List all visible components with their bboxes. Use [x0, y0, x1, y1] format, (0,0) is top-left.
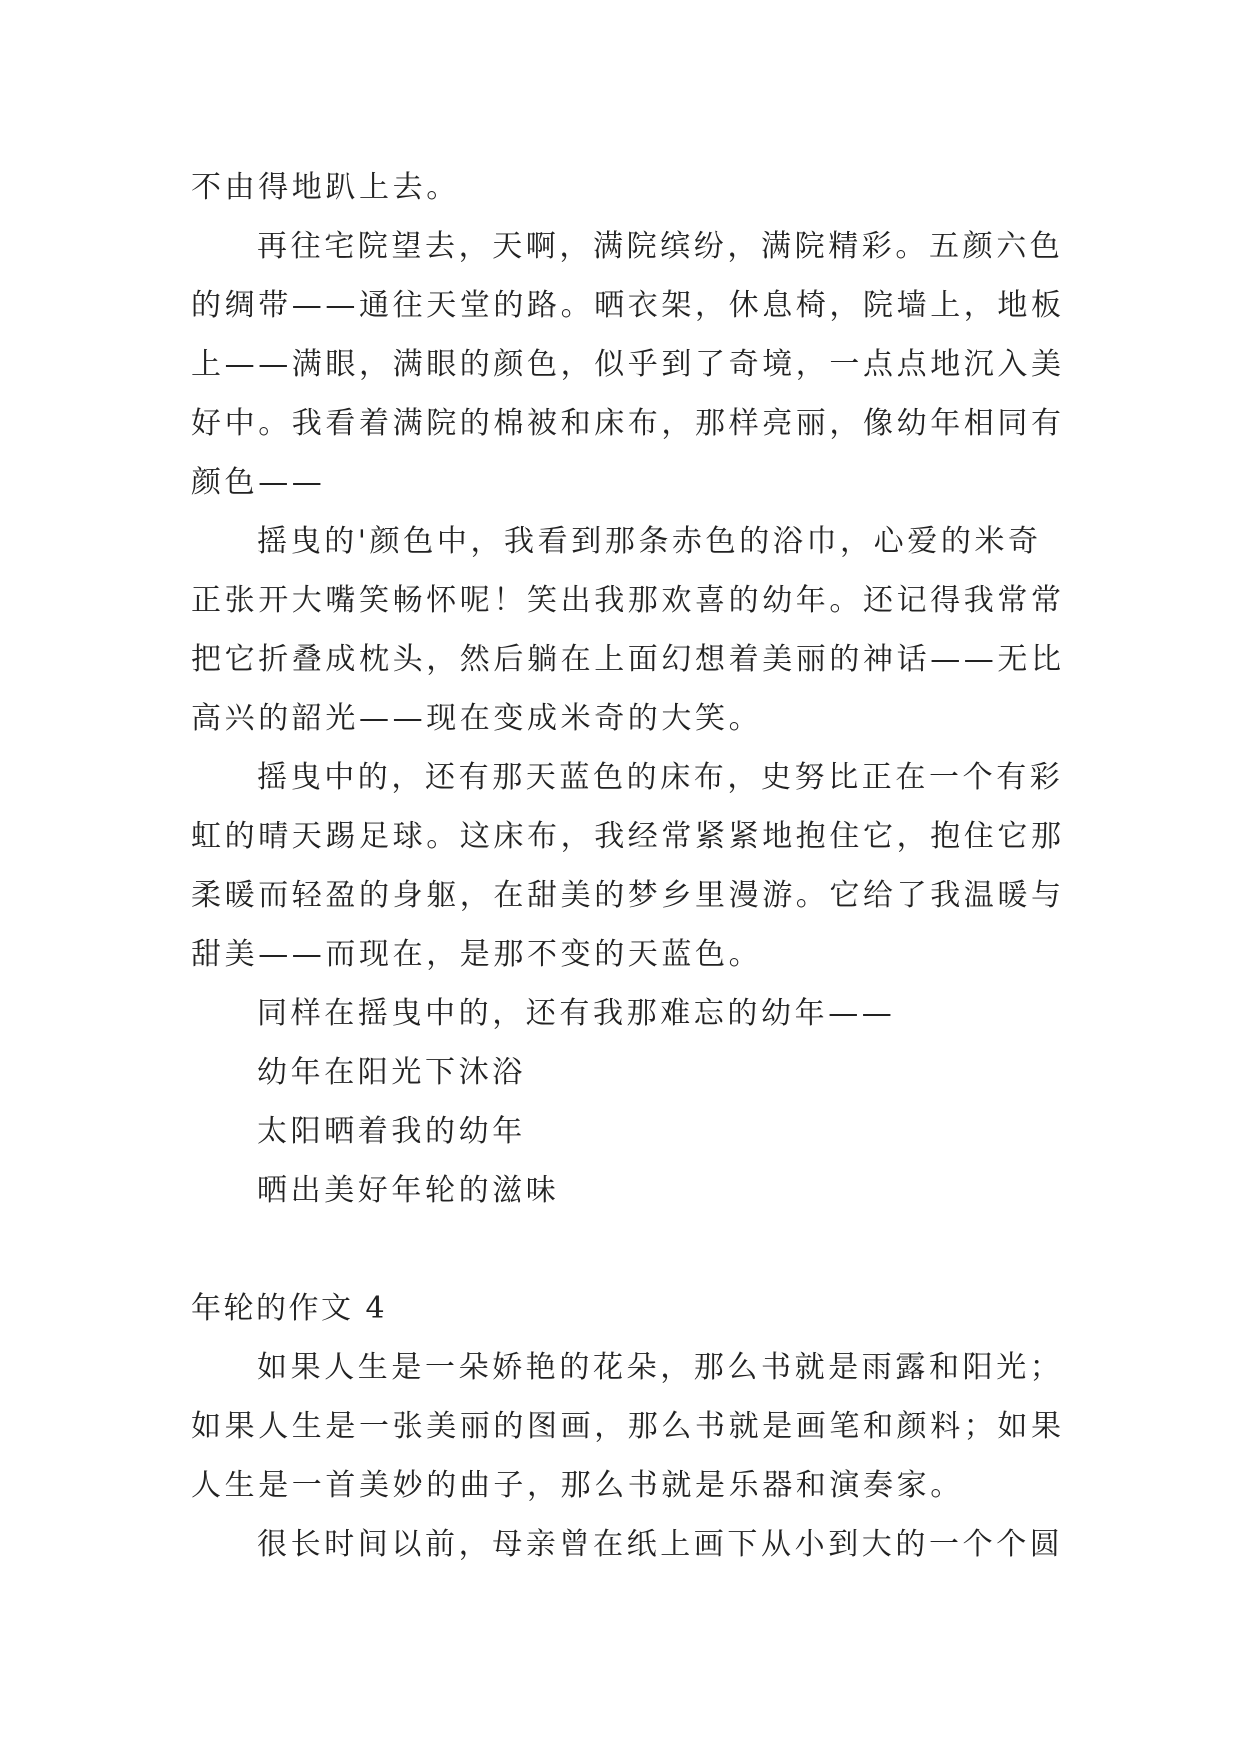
text-line: 甜美——而现在，是那不变的天蓝色。 [191, 937, 763, 972]
blank-line [191, 1220, 1051, 1279]
text-line: 颜色—— [191, 465, 326, 500]
text-line: 好中。我看着满院的棉被和床布，那样亮丽，像幼年相同有 [191, 406, 1065, 441]
document-body [191, 158, 1065, 1574]
poem-line: 太阳晒着我的幼年 [257, 1114, 526, 1149]
text-line: 上——满眼，满眼的颜色，似乎到了奇境，一点点地沉入美 [191, 347, 1065, 382]
text-line: 人生是一首美妙的曲子，那么书就是乐器和演奏家。 [191, 1468, 964, 1503]
paragraph-first-line: 再往宅院望去，天啊，满院缤纷，满院精彩。五颜六色 [257, 229, 1064, 264]
text-line: 的绸带——通往天堂的路。晒衣架，休息椅，院墙上，地板 [191, 288, 1065, 323]
text-line: 虹的晴天踢足球。这床布，我经常紧紧地抱住它，抱住它那 [191, 819, 1065, 854]
poem-line: 幼年在阳光下沐浴 [257, 1055, 526, 1090]
text-line: 不由得地趴上去。 [191, 170, 460, 205]
text-line: 如果人生是一张美丽的图画，那么书就是画笔和颜料；如果 [191, 1409, 1065, 1444]
paragraph-first-line: 同样在摇曳中的，还有我那难忘的幼年—— [257, 996, 896, 1031]
section-heading: 年轮的作文 4 [191, 1291, 388, 1326]
paragraph-first-line: 很长时间以前，母亲曾在纸上画下从小到大的一个个圆 [257, 1527, 1064, 1562]
poem-line: 晒出美好年轮的滋味 [257, 1173, 560, 1208]
paragraph-first-line: 摇曳中的，还有那天蓝色的床布，史努比正在一个有彩 [257, 760, 1064, 795]
text-line: 高兴的韶光——现在变成米奇的大笑。 [191, 701, 763, 736]
text-line: 把它折叠成枕头，然后躺在上面幻想着美丽的神话——无比 [191, 642, 1065, 677]
text-line: 柔暖而轻盈的身躯，在甜美的梦乡里漫游。它给了我温暖与 [191, 878, 1065, 913]
paragraph-first-line: 摇曳的'颜色中，我看到那条赤色的浴巾，心爱的米奇 [257, 524, 1042, 559]
text-line: 正张开大嘴笑畅怀呢！笑出我那欢喜的幼年。还记得我常常 [191, 583, 1065, 618]
paragraph-first-line: 如果人生是一朵娇艳的花朵，那么书就是雨露和阳光； [257, 1350, 1064, 1385]
